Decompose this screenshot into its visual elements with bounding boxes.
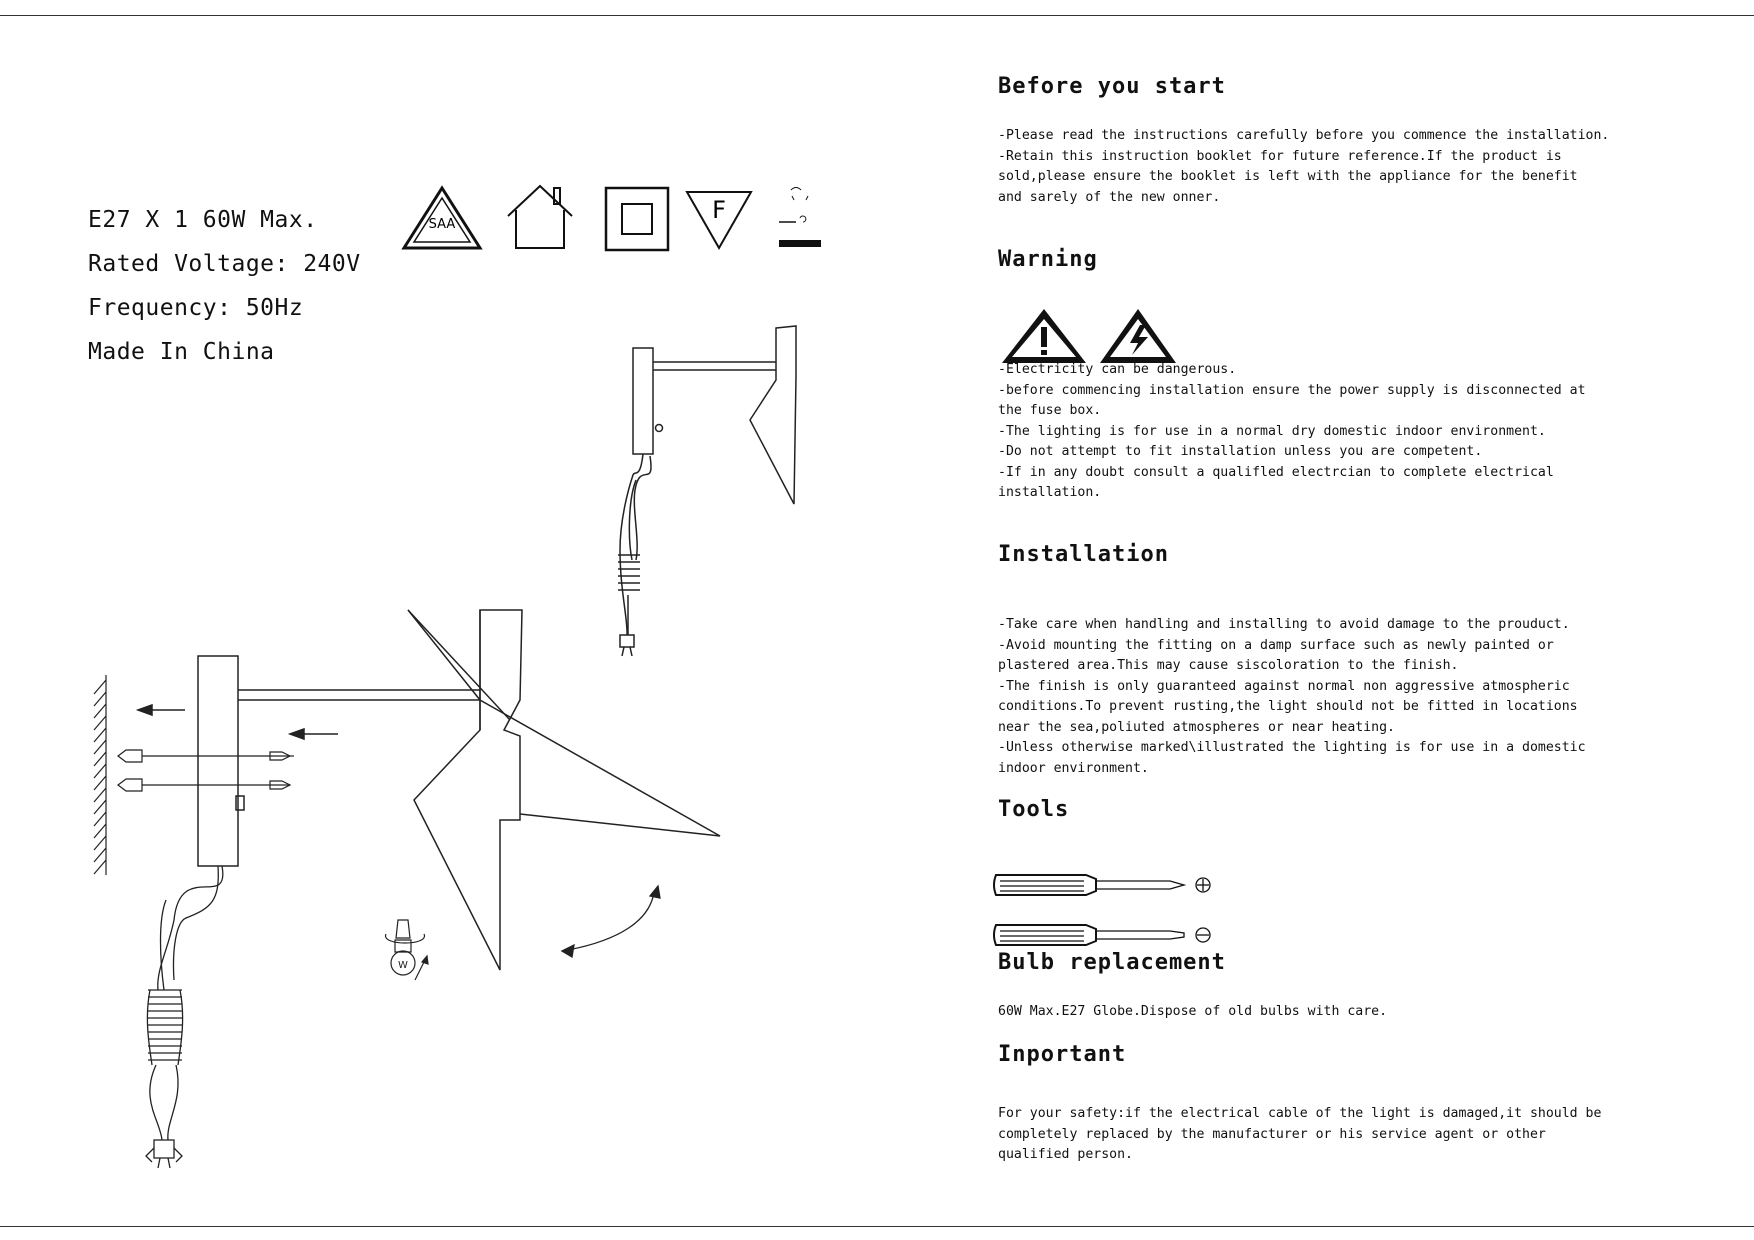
certification-marks xyxy=(396,178,826,256)
instructions-column xyxy=(998,0,1638,1240)
installation-line-2: -Avoid mounting the fitting on a damp surface such as newly painted or xyxy=(998,637,1554,653)
saa-mark-label: SAA xyxy=(428,217,456,232)
bulb-rotation-illustration xyxy=(385,920,428,980)
before-line-4: and sarely of the new onner. xyxy=(998,189,1221,205)
warning-text xyxy=(998,360,1638,504)
installation-drawing xyxy=(80,300,840,1220)
before-line-2: -Retain this instruction booklet for future reference.If the product is xyxy=(998,148,1562,164)
class-ii-double-insulation-icon xyxy=(606,188,668,250)
small-lamp-illustration xyxy=(618,326,796,656)
swivel-arrow xyxy=(562,886,660,957)
bulb-line-1: 60W Max.E27 Globe.Dispose of old bulbs with care. xyxy=(998,1004,1388,1019)
spec-origin: Made In China xyxy=(88,339,275,365)
installation-line-8: indoor environment. xyxy=(998,760,1149,776)
important-text xyxy=(998,1104,1638,1166)
general-caution-icon xyxy=(1002,309,1086,363)
wall-plugs-and-screws xyxy=(118,750,294,791)
bulb-replacement-text xyxy=(998,1002,1638,1023)
power-cable-and-plug xyxy=(146,866,223,1168)
before-line-3: sold,please ensure the booklet is left with the appliance for the benefit xyxy=(998,169,1578,184)
installation-line-3: plastered area.This may cause siscoloration to the finish. xyxy=(998,658,1459,673)
installation-text xyxy=(998,615,1638,779)
indoor-use-house-icon xyxy=(508,186,572,248)
main-lamp-illustration xyxy=(198,610,720,970)
installation-line-6: near the sea,poliuted atmospheres or near heating. xyxy=(998,719,1395,735)
saa-approval-icon xyxy=(404,188,480,248)
before-line-1: -Please read the instructions carefully before you commence the installation. xyxy=(998,128,1610,143)
heading-tools: Tools xyxy=(998,797,1070,822)
warning-line-1: -Electricity can be dangerous. xyxy=(998,362,1237,377)
warning-line-3: the fuse box. xyxy=(998,403,1102,418)
important-line-1: For your safety:if the electrical cable of the light is damaged,it should be xyxy=(998,1106,1602,1121)
installation-line-7: -Unless otherwise marked\illustrated the lighting is for use in a domestic xyxy=(998,740,1586,755)
electric-shock-hazard-icon xyxy=(1100,309,1176,363)
warning-icons xyxy=(998,305,1178,367)
phillips-screwdriver-icon xyxy=(992,868,1222,902)
wall-surface xyxy=(94,675,106,875)
heading-warning: Warning xyxy=(998,247,1098,272)
installation-line-1: -Take care when handling and installing to avoid damage to the prouduct. xyxy=(998,617,1570,632)
heading-important: Inportant xyxy=(998,1042,1127,1067)
warning-line-7: installation. xyxy=(998,485,1102,500)
weee-bin-icon xyxy=(779,188,821,248)
f-mark-label: F xyxy=(712,196,726,224)
before-you-start-text xyxy=(998,126,1638,208)
f-mark-icon xyxy=(687,192,751,248)
warning-line-2: -before commencing installation ensure the power supply is disconnected at xyxy=(998,382,1586,398)
heading-bulb-replacement: Bulb replacement xyxy=(998,950,1226,975)
installation-line-5: conditions.To prevent rusting,the light should not be fitted in locations xyxy=(998,699,1578,714)
heading-installation: Installation xyxy=(998,542,1169,567)
svg-text:W: W xyxy=(398,960,408,971)
warning-line-6: -If in any doubt consult a qualifled electrcian to complete electrical xyxy=(998,464,1554,480)
warning-line-4: -The lighting is for use in a normal dry domestic indoor environment. xyxy=(998,423,1546,439)
heading-before-you-start: Before you start xyxy=(998,74,1226,99)
warning-line-5: -Do not attempt to fit installation unless you are competent. xyxy=(998,444,1483,459)
spec-bulb: E27 X 1 60W Max. xyxy=(88,207,318,233)
important-line-2: completely replaced by the manufacturer or his service agent or other xyxy=(998,1126,1546,1142)
installation-line-4: -The finish is only guaranteed against normal non aggressive atmospheric xyxy=(998,678,1570,694)
important-line-3: qualified person. xyxy=(998,1147,1133,1162)
flathead-screwdriver-icon xyxy=(992,918,1222,952)
spec-frequency: Frequency: 50Hz xyxy=(88,295,304,321)
spec-voltage: Rated Voltage: 240V xyxy=(88,251,361,277)
